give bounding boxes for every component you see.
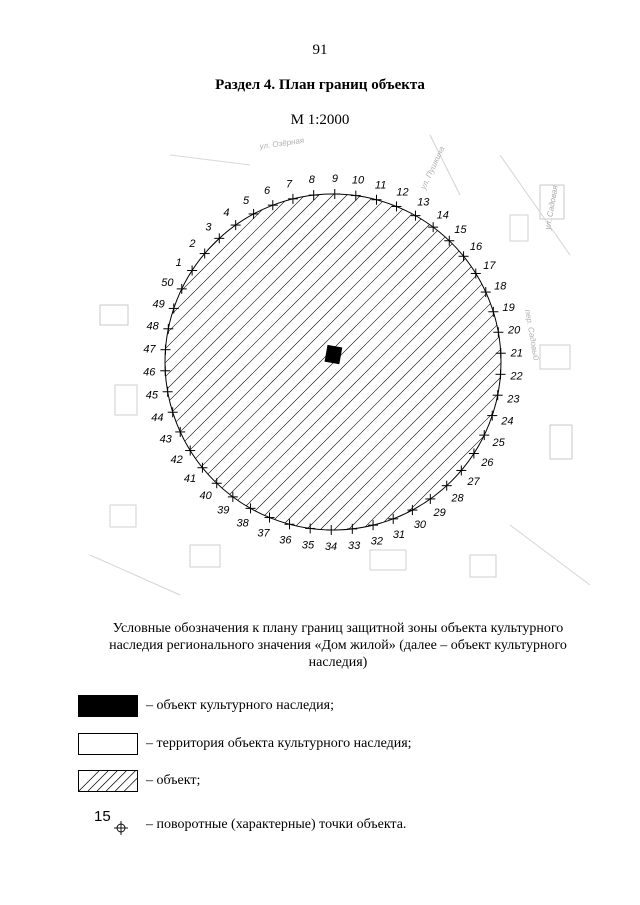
boundary-point-label: 14	[436, 209, 449, 222]
hatch-line	[70, 125, 109, 610]
boundary-point	[407, 505, 427, 531]
heritage-object-building	[325, 345, 343, 364]
boundary-point-label: 45	[145, 389, 159, 402]
boundary-point-label: 43	[159, 433, 172, 446]
boundary-point	[143, 366, 170, 379]
boundary-point-label: 16	[469, 241, 483, 254]
hatch-line	[70, 125, 543, 610]
hatch-line	[98, 125, 600, 610]
boundary-point-label: 5	[242, 194, 250, 207]
boundary-point-label: 15	[454, 224, 467, 237]
hatch-line	[84, 125, 600, 610]
hatch-line	[378, 125, 600, 610]
boundary-point-label: 12	[396, 186, 409, 199]
boundary-point-label: 2	[189, 238, 196, 251]
hatch-line	[126, 125, 600, 610]
legend-text: – объект культурного наследия;	[146, 698, 334, 713]
boundary-point	[325, 525, 337, 553]
boundary-point-label: 41	[183, 472, 197, 485]
boundary-point-label: 9	[331, 173, 338, 186]
boundary-point-label: 17	[483, 260, 496, 273]
boundary-point	[444, 224, 467, 246]
legend-text: – поворотные (характерные) точки объекта.	[146, 817, 407, 832]
legend-point-number: 15	[94, 808, 111, 825]
page-number: 91	[312, 42, 328, 58]
boundary-point	[176, 257, 197, 276]
hatch-line	[70, 125, 305, 610]
boundary-point-label: 47	[143, 343, 156, 356]
hatch-line	[448, 125, 600, 610]
hatch-line	[168, 125, 600, 610]
legend-swatch-hatched	[78, 770, 138, 792]
hatch-line	[490, 125, 600, 610]
boundary-point-label: 28	[451, 492, 464, 505]
boundary-point	[330, 173, 340, 199]
boundary-point	[200, 478, 222, 502]
boundary-point-label: 44	[151, 412, 164, 425]
boundary-point	[471, 260, 497, 278]
boundary-point-label: 1	[175, 256, 182, 269]
legend-point-sample	[78, 808, 138, 838]
boundary-point	[205, 222, 224, 244]
boundary-point-label: 6	[263, 185, 271, 198]
boundary-point	[428, 209, 449, 232]
hatch-line	[70, 125, 95, 610]
boundary-point-label: 50	[161, 276, 174, 289]
boundary-point	[217, 492, 238, 517]
boundary-point-label: 33	[348, 539, 361, 552]
boundary-point	[143, 344, 170, 356]
boundary-plan-map	[70, 125, 600, 610]
hatch-line	[70, 125, 389, 610]
street-label: ул. Пушкина	[418, 144, 447, 191]
boundary-point-label: 30	[413, 519, 427, 532]
boundary-point	[459, 241, 483, 261]
hatch-line	[476, 125, 600, 610]
legend-text: – территория объекта культурного наследия;	[146, 736, 412, 751]
boundary-point	[496, 347, 523, 359]
hatch-line	[70, 125, 361, 610]
boundary-point-label: 38	[236, 517, 249, 530]
boundary-point-label: 34	[324, 540, 338, 553]
legend-item-heritage-object	[78, 693, 334, 719]
hatch-line	[70, 125, 123, 610]
boundary-point-label: 22	[510, 370, 523, 383]
hatch-line	[560, 125, 600, 610]
boundary-point-label: 49	[152, 298, 165, 311]
hatch-line	[70, 125, 137, 610]
boundary-point-label: 3	[205, 221, 212, 234]
legend-text: – объект;	[146, 773, 201, 788]
hatch-line	[70, 125, 81, 610]
hatch-line	[70, 125, 375, 610]
boundary-point-label: 27	[467, 475, 480, 488]
hatch-line	[322, 125, 600, 610]
boundary-point	[184, 463, 208, 485]
boundary-point	[188, 238, 209, 258]
hatch-line	[70, 125, 249, 610]
boundary-point	[309, 174, 319, 200]
boundary-point	[442, 481, 465, 505]
boundary-point	[469, 448, 494, 469]
boundary-point-label: 24	[501, 415, 514, 428]
boundary-point-label: 19	[502, 301, 515, 314]
boundary-point-label: 25	[492, 437, 505, 450]
hatch-line	[70, 125, 347, 610]
boundary-point-label: 23	[507, 393, 520, 406]
legend-item-heritage-territory	[78, 731, 412, 757]
hatch-line	[70, 125, 207, 610]
boundary-point-label: 4	[223, 207, 230, 220]
boundary-point-label: 37	[257, 527, 270, 540]
boundary-point-label: 29	[433, 506, 446, 519]
boundary-point-label: 31	[392, 528, 406, 541]
boundary-point	[410, 197, 430, 221]
boundary-point	[479, 430, 505, 449]
hatch-line	[434, 125, 600, 610]
boundary-point	[456, 465, 480, 487]
boundary-point-label: 13	[417, 196, 430, 209]
hatch-line	[70, 125, 333, 610]
legend-item-turning-points	[78, 808, 407, 838]
boundary-point	[425, 494, 445, 519]
boundary-point-label: 20	[507, 324, 521, 337]
map-scale: М 1:2000	[290, 112, 350, 128]
hatch-line	[70, 125, 263, 610]
boundary-point-label: 8	[308, 174, 315, 187]
boundary-point-label: 32	[370, 535, 384, 548]
hatch-line	[350, 125, 600, 610]
street-label: ул. Садовая	[543, 184, 560, 231]
street-label: пер. Садовый	[523, 308, 541, 362]
hatch-line	[70, 125, 151, 610]
boundary-point-label: 10	[351, 174, 365, 187]
boundary-point-label: 35	[301, 539, 315, 552]
boundary-point-label: 11	[374, 179, 387, 192]
hatch-line	[70, 125, 179, 610]
hatch-line	[532, 125, 600, 610]
boundary-point-label: 7	[286, 178, 293, 191]
boundary-point	[146, 387, 173, 402]
hatch-line	[70, 125, 406, 610]
crosshair-icon	[114, 821, 128, 835]
legend-swatch-empty	[78, 733, 138, 755]
boundary-point-label: 42	[170, 453, 183, 466]
boundary-point-label: 26	[481, 457, 494, 470]
street-label: ул. Озёрная	[259, 135, 305, 151]
boundary-point-label: 36	[279, 534, 292, 547]
boundary-point-label: 40	[199, 489, 212, 502]
legend-swatch-solid	[78, 695, 138, 717]
boundary-point-label: 18	[494, 280, 507, 293]
hatch-line	[406, 125, 600, 610]
boundary-point-label: 48	[146, 320, 159, 333]
section-title: Раздел 4. План границ объекта	[215, 77, 425, 93]
boundary-point	[237, 503, 256, 529]
boundary-point	[161, 277, 187, 294]
boundary-point-label: 21	[510, 347, 523, 360]
boundary-point	[160, 427, 186, 446]
legend-item-object-zone	[78, 768, 200, 794]
legend-heading: Условные обозначения к плану границ защитной зоны объекта культурного наследия регионального значения «Дом жилой» (далее – объект культурного наследия)	[109, 621, 567, 670]
boundary-point-label: 46	[143, 366, 156, 379]
boundary-point-label: 39	[217, 504, 230, 517]
hatch-line	[420, 125, 600, 610]
boundary-point	[223, 207, 240, 230]
